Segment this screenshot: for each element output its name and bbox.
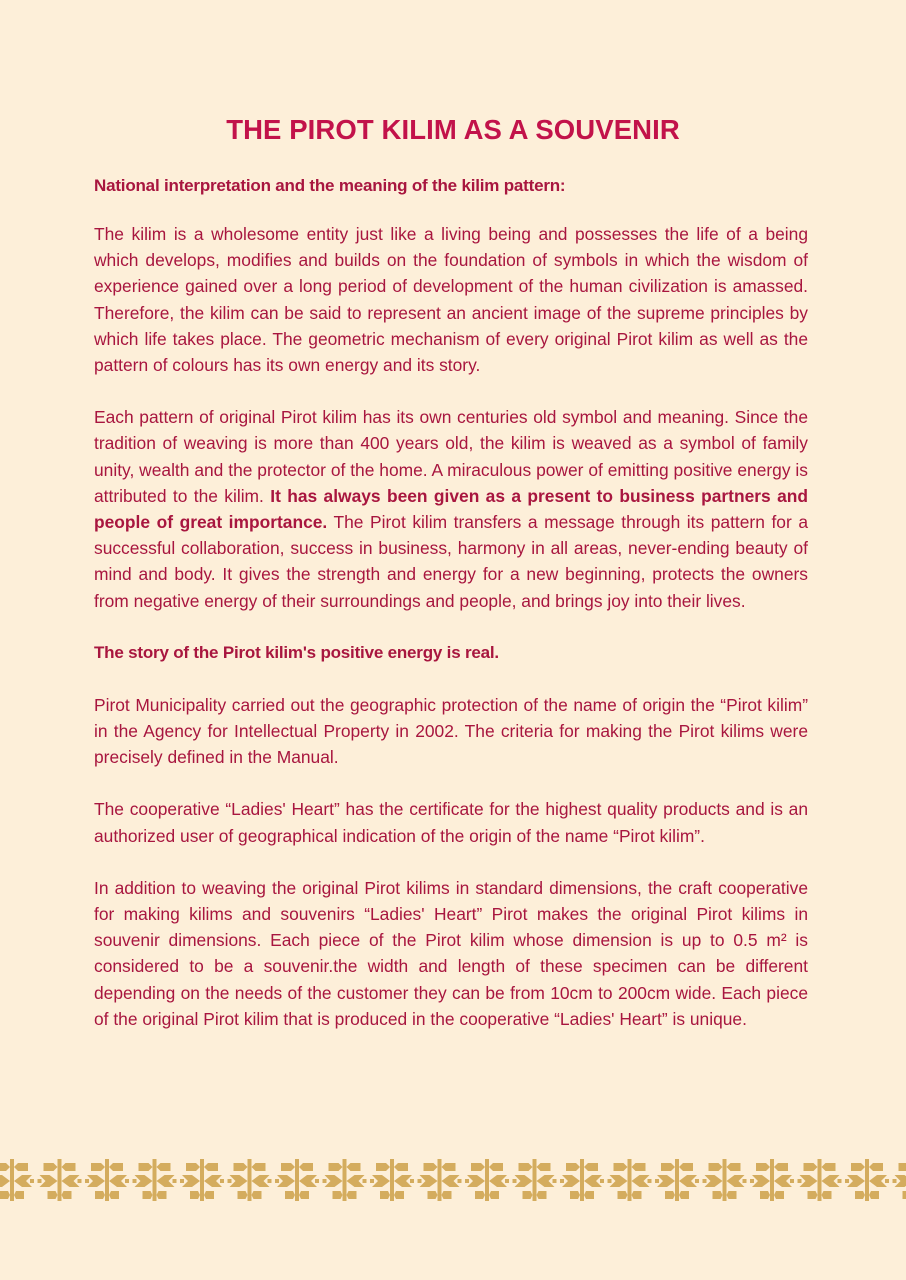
paragraph-pattern-meaning-bold: It has always been given as a present to business partners and people of great importance. bbox=[94, 485, 808, 533]
kilim-motif-icon bbox=[465, 1159, 509, 1201]
paragraph-pattern-meaning-start: Each pattern of original Pirot kilim has its own centuries old symbol and meaning. Since the tradition of weaving is more than 400 years old, the kilim is weaved as a symbol of family unity, wealth and the protector of the home. A miraculous power of emitting positive energy is attributed to the kilim. bbox=[94, 407, 808, 506]
paragraph-kilim-entity: The kilim is a wholesome entity just like a living being and possesses the life of a being which develops, modifies and builds on the foundation of symbols in which the wisdom of experience gained over a long period of development of the human civilization is amassed. Therefore, the kilim can be said to represent an ancient image of the supreme principles by which life takes place. The geometric mechanism of every original Pirot kilim as well as the pattern of colours has its own energy and its story. bbox=[94, 224, 808, 376]
page-title: THE PIROT KILIM AS A SOUVENIR bbox=[226, 114, 680, 145]
paragraph-pattern-meaning bbox=[94, 404, 808, 614]
kilim-motif-icon bbox=[703, 1159, 747, 1201]
kilim-motif-icon bbox=[370, 1159, 414, 1201]
kilim-motif-icon bbox=[655, 1159, 699, 1201]
kilim-motif-icon bbox=[38, 1159, 82, 1201]
content bbox=[94, 173, 808, 1032]
kilim-motif-icon bbox=[513, 1159, 557, 1201]
kilim-motif-border-icon bbox=[0, 1155, 906, 1205]
kilim-motif-icon bbox=[275, 1159, 319, 1201]
kilim-motif-icon bbox=[798, 1159, 842, 1201]
section-heading-national-interpretation: National interpretation and the meaning of the kilim pattern: bbox=[94, 176, 566, 195]
kilim-motif-icon bbox=[845, 1159, 889, 1201]
kilim-motif-icon bbox=[0, 1159, 34, 1201]
section-heading-positive-energy: The story of the Pirot kilim's positive energy is real. bbox=[94, 642, 499, 662]
kilim-motif-icon bbox=[893, 1159, 906, 1201]
paragraph-pattern-meaning-end: The Pirot kilim transfers a message through its pattern for a successful collaboration, success in business, harmony in all areas, never-ending beauty of mind and body. It gives the strength and energy for a new beginning, protects the owners from negative energy of their surroundings and people, and brings joy into their lives. bbox=[94, 512, 808, 611]
kilim-motif-icon bbox=[418, 1159, 462, 1201]
kilim-motif-icon bbox=[133, 1159, 177, 1201]
kilim-motif-icon bbox=[323, 1159, 367, 1201]
kilim-motif-icon bbox=[228, 1159, 272, 1201]
kilim-motif-icon bbox=[180, 1159, 224, 1201]
kilim-motif-icon bbox=[85, 1159, 129, 1201]
paragraph-souvenir-dimensions: In addition to weaving the original Pirot kilims in standard dimensions, the craft cooperative for making kilims and souvenirs “Ladies' Heart” Pirot makes the original Pirot kilims in souvenir dimensions. Each piece of the Pirot kilim whose dimension is up to 0.5 m² is considered to be a souvenir.the width and length of these specimen can be different depending on the needs of the customer they can be from 10cm to 200cm wide. Each piece of the original Pirot kilim that is produced in the cooperative “Ladies' Heart” is unique. bbox=[94, 877, 808, 1029]
paragraph-cooperative-certificate: The cooperative “Ladies' Heart” has the certificate for the highest quality products and is an authorized user of geographical indication of the origin of the name “Pirot kilim”. bbox=[94, 799, 808, 846]
kilim-motif-icon bbox=[608, 1159, 652, 1201]
kilim-motif-icon bbox=[750, 1159, 794, 1201]
paragraph-geographic-protection: Pirot Municipality carried out the geographic protection of the name of origin the “Pirot kilim” in the Agency for Intellectual Property in 2002. The criteria for making the Pirot kilims were precisely defined in the Manual. bbox=[94, 694, 808, 768]
kilim-motif-icon bbox=[560, 1159, 604, 1201]
